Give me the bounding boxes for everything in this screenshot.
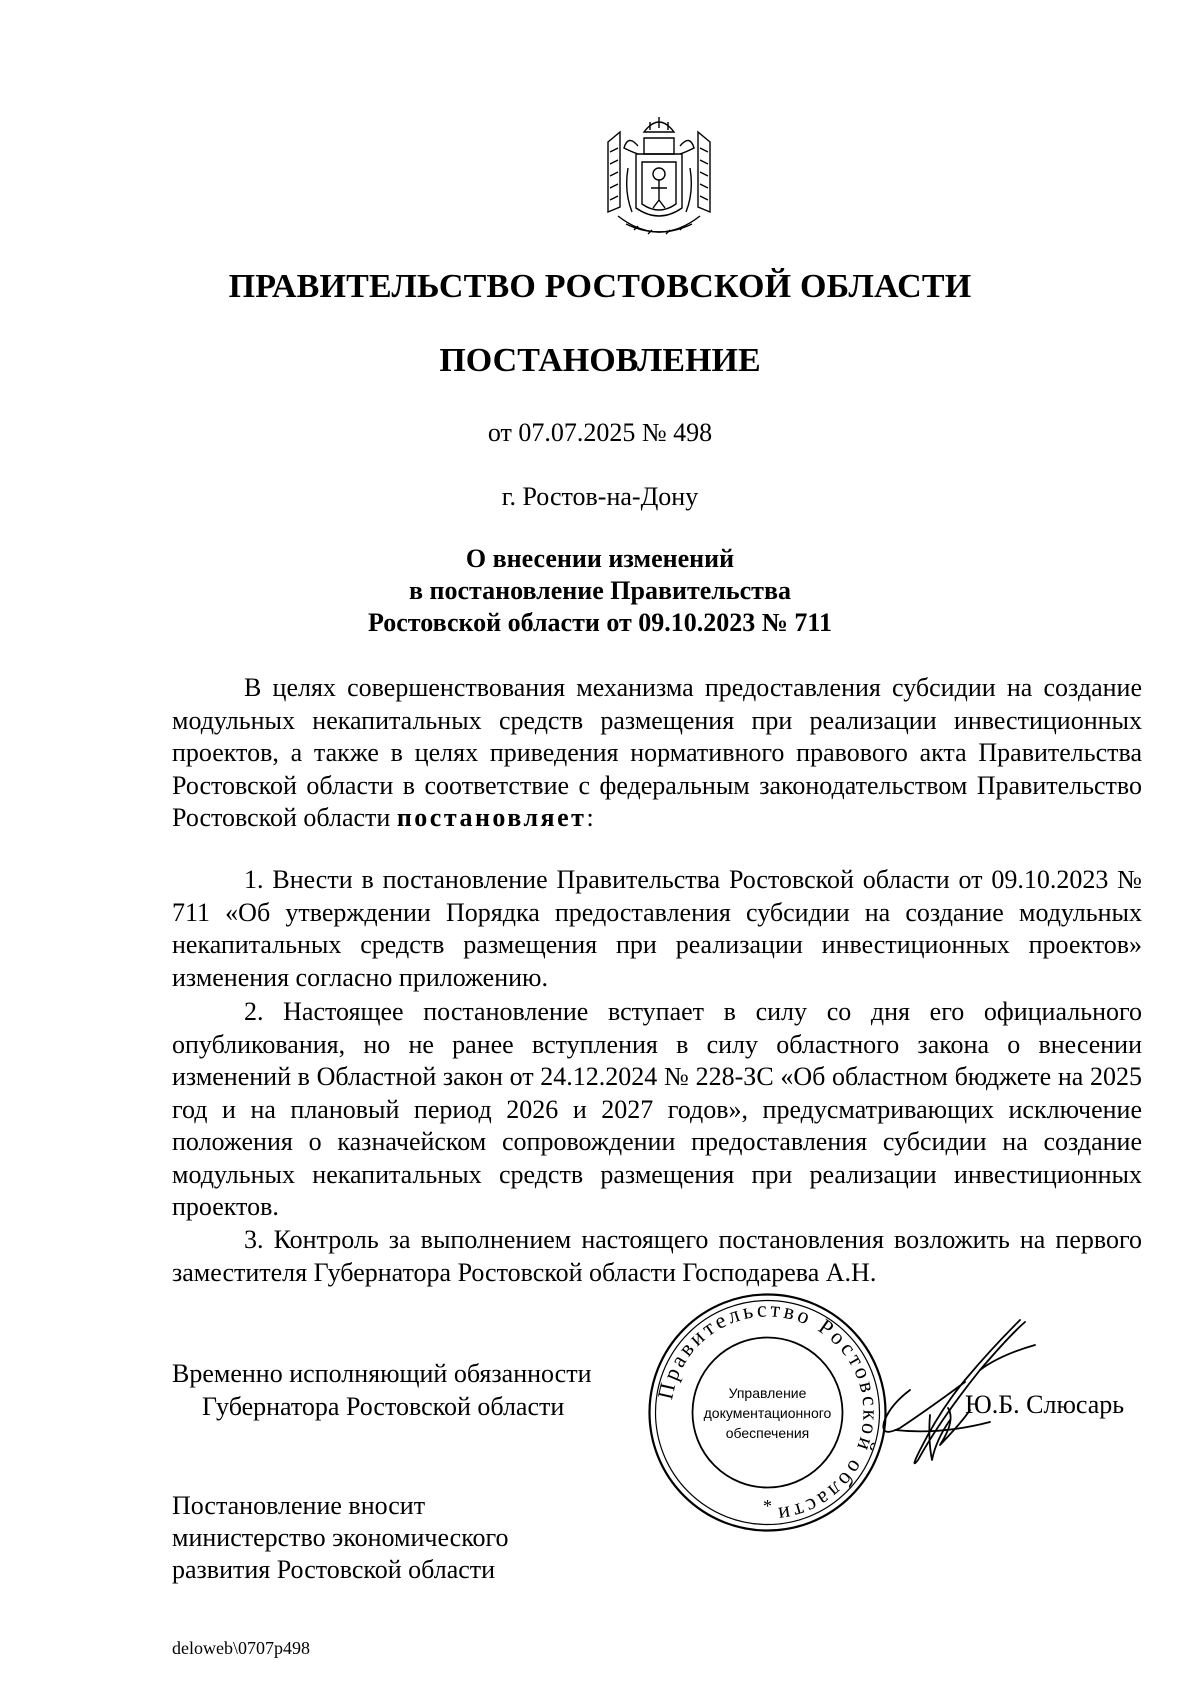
preamble-paragraph xyxy=(172,672,1142,835)
file-reference: deloweb\0707p498 xyxy=(172,1638,310,1658)
stamp-center-line-2: документационного xyxy=(703,1405,832,1421)
rostov-region-coat-of-arms-icon xyxy=(598,112,720,244)
item-2-paragraph: 2. Настоящее постановление вступает в силу со дня его официального опубликования, но не ранее вступления в силу областного закона о внесении изменений в Областной закон от 24.12.2024 № 228-ЗС «Об областном бюджете на 2025 год и на плановый период 2026 и 2027 годов», предусматривающих исключение положения о казначейском сопровождении предоставления субсидии на создание модульных некапитальных средств размещения при реализации инвестиционных проектов. xyxy=(172,997,1142,1221)
signatory-title xyxy=(172,1357,592,1423)
preamble-text: В целях совершенствования механизма предоставления субсидии на создание модульных некапитальных средств размещения при реализации инвестиционных проектов, а также в целях приведения нормативного правового акта Правительства Ростовской области в соответствие с федеральным законодательством Правительство Ростовской области xyxy=(172,673,1142,832)
document-city: г. Ростов-на-Дону xyxy=(501,482,699,511)
document-type: ПОСТАНОВЛЕНИЕ xyxy=(439,342,761,379)
item-3-paragraph: 3. Контроль за выполнением настоящего постановления возложить на первого заместителя Губернатора Ростовской области Господарева А.Н. xyxy=(172,1225,1142,1287)
official-stamp xyxy=(645,1290,890,1535)
signatory-title-line-2: Губернатора Ростовской области xyxy=(202,1392,565,1421)
government-name: ПРАВИТЕЛЬСТВО РОСТОВСКОЙ ОБЛАСТИ xyxy=(228,268,972,305)
subject-line-2: в постановление Правительства xyxy=(408,576,791,605)
document-subject xyxy=(0,543,1200,639)
stamp-ring-text: Правительство Ростовской области xyxy=(652,1296,884,1529)
introduced-by-line-3: развития Ростовской области xyxy=(172,1555,496,1584)
stamp-center-line-1: Управление xyxy=(728,1385,807,1401)
introduced-by-line-2: министерство экономического xyxy=(172,1523,509,1552)
document-date-number: от 07.07.2025 № 498 xyxy=(487,418,713,447)
subject-line-1: О внесении изменений xyxy=(465,544,735,573)
preamble-verb: постановляет xyxy=(396,803,587,832)
subject-line-3: Ростовской области от 09.10.2023 № 711 xyxy=(368,608,832,637)
preamble-end: : xyxy=(586,803,594,832)
stamp-mark: * xyxy=(763,1496,772,1516)
introduced-by-line-1: Постановление вносит xyxy=(172,1491,426,1520)
signatory-title-line-1: Временно исполняющий обязанности xyxy=(172,1359,592,1388)
item-1-paragraph: 1. Внести в постановление Правительства Ростовской области от 09.10.2023 № 711 «Об утверждении Порядка предоставления субсидии на создание модульных некапитальных средств размещения при реализации инвестиционных проектов» изменения согласно приложению. xyxy=(172,865,1142,992)
stamp-center-line-3: обеспечения xyxy=(725,1425,810,1441)
signatory-name: Ю.Б. Слюсарь xyxy=(965,1390,1125,1419)
introduced-by xyxy=(172,1490,509,1586)
